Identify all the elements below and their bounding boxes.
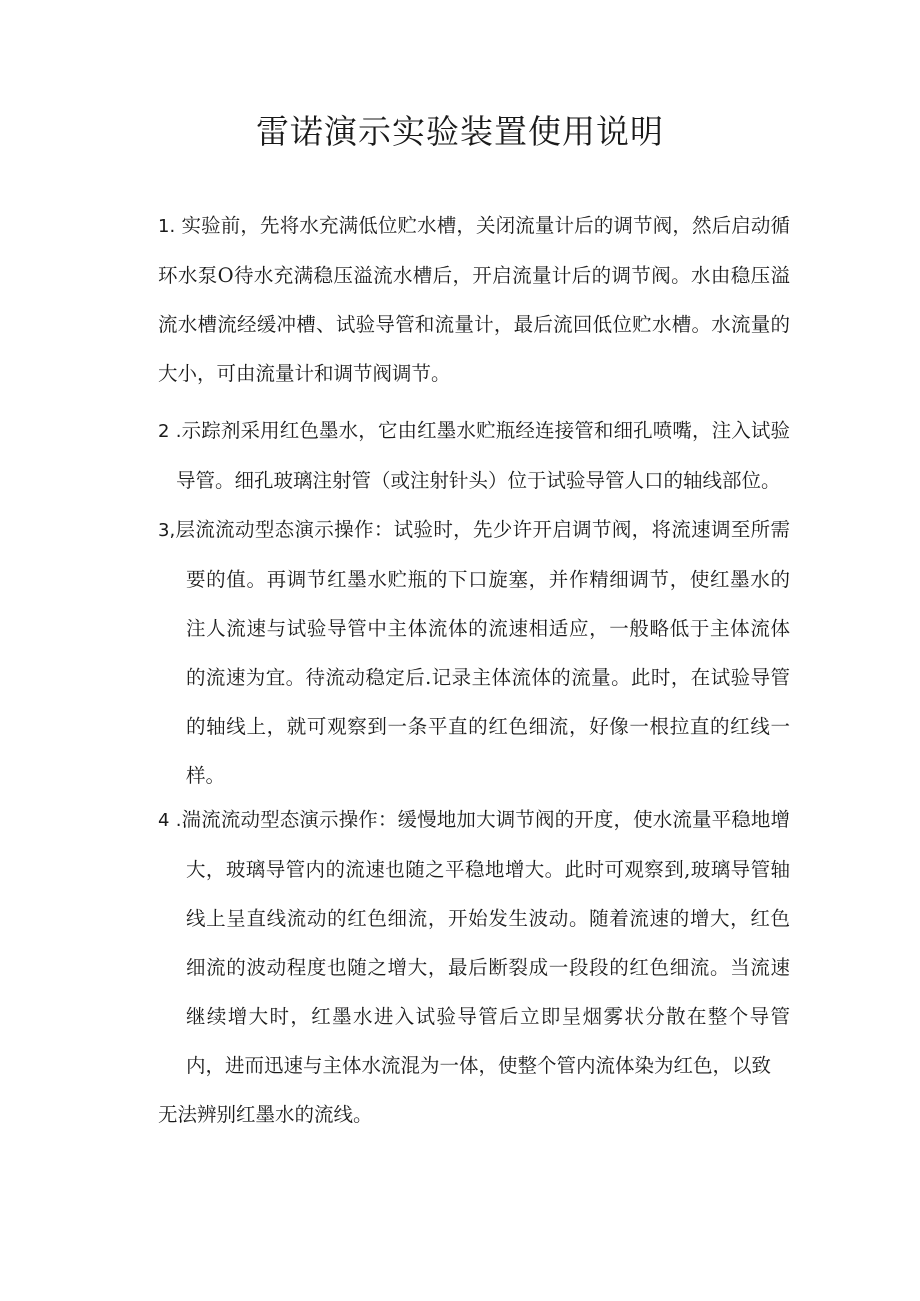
item-number: 4 — [158, 810, 170, 831]
item-number: 1 — [158, 216, 170, 237]
item-separator: , — [169, 520, 176, 541]
item-text: 层流流动型态演示操作：试验时，先少许开启调节阀，将流速调至所需要的值。再调节红墨水贮瓶的下口旋塞，并作精细调节，使红墨水的注人流速与试验导管中主体流体的流速相适应，一般略低于主体流体的流速为宜。待流动稳定后.记录主体流体的流量。此时，在试验导管的轴线上，就可观察到一条平直的红色细流，好像一根拉直的红线一样。 — [175, 518, 790, 787]
item-number: 3 — [158, 520, 170, 541]
item-number: 2 — [158, 421, 170, 442]
instruction-item-3 — [158, 505, 790, 800]
instruction-item-2 — [158, 406, 790, 505]
instruction-item-4 — [158, 795, 790, 1139]
instruction-item-1 — [158, 201, 790, 398]
item-separator: . — [175, 421, 182, 442]
item-text: 示踪剂采用红色墨水，它由红墨水贮瓶经连接管和细孔喷嘴，注入试验导管。细孔玻璃注射管（或注射针头）位于试验导管人口的轴线部位。 — [176, 419, 790, 492]
item-separator: . — [169, 216, 176, 237]
document-title: 雷诺演示实验装置使用说明 — [256, 112, 664, 151]
item-text-tail: 无法辨别红墨水的流线。 — [158, 1103, 373, 1126]
item-separator: . — [175, 810, 182, 831]
item-text: 湍流流动型态演示操作：缓慢地加大调节阀的开度，使水流量平稳地增大，玻璃导管内的流速也随之平稳地增大。此时可观察到,玻璃导管轴线上呈直线流动的红色细流，开始发生波动。随着流速的增大，红色细流的波动程度也随之增大，最后断裂成一段段的红色细流。当流速继续增大时，红墨水进入试验导管后立即呈烟雾状分散在整个导管内，进而迅速与主体水流混为一体，使整个管内流体染为红色，以致 — [181, 808, 790, 1077]
item-text: 实验前，先将水充满低位贮水槽，关闭流量计后的调节阀，然后启动循环水泵O待水充满稳压溢流水槽后，开启流量计后的调节阀。水由稳压溢流水槽流经缓冲槽、试验导管和流量计，最后流回低位贮水槽。水流量的大小，可由流量计和调节阀调节。 — [158, 214, 790, 385]
